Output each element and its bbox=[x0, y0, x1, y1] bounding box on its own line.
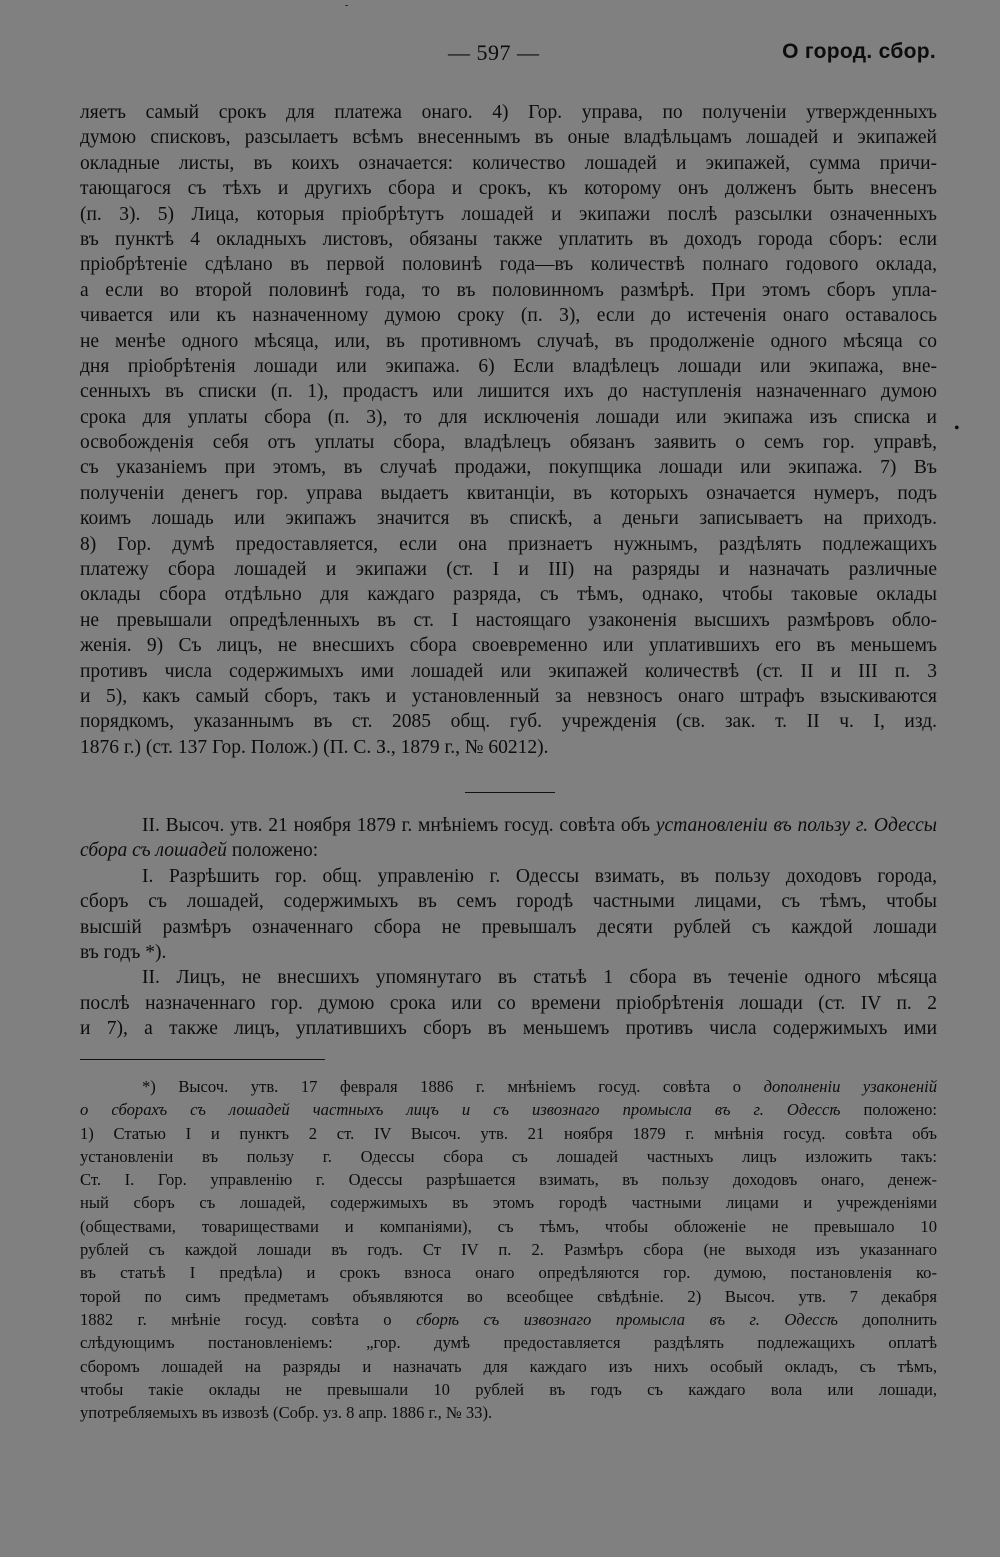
text-line: чивается или къ назначенному думою сроку (п. 3), если до истеченія онаго оставалось bbox=[80, 305, 937, 327]
section-heading bbox=[80, 813, 937, 864]
text-line: думою списковъ, разсылаетъ всѣмъ внесеннымъ въ оные владѣльцамъ лошадей и экипажей bbox=[80, 127, 937, 149]
text-line: 1876 г.) (ст. 137 Гор. Полож.) (П. С. З., 1879 г., № 60212). bbox=[80, 736, 549, 758]
page-number: — 597 — bbox=[448, 40, 540, 65]
text-line: не превышали опредѣленныхъ въ ст. I настоящаго узаконенія высшихъ размѣровъ обло- bbox=[80, 609, 937, 631]
footnote-line: рублей съ каждой лошади въ годъ. Ст IV п. 2. Размѣръ сбора (не выходя изъ указаннаго bbox=[80, 1240, 937, 1260]
footnote-line: въ статьѣ I предѣла) и срокъ взноса онаго опредѣляются гор. думою, постановленія ко- bbox=[80, 1263, 937, 1283]
text-line: не менѣе одного мѣсяца, или, въ противномъ случаѣ, въ продолженіе одного мѣсяца со bbox=[80, 330, 937, 352]
footnote-prefix: 1882 г. мнѣніе госуд. совѣта о bbox=[80, 1309, 417, 1329]
text-line: женія. 9) Съ лицъ, не внесшихъ сбора своевременно или уплатившихъ его въ меньшемъ bbox=[80, 635, 937, 657]
text-line: (п. 3). 5) Лица, которыя пріобрѣтутъ лошадей и экипажи послѣ разсылки означенныхъ bbox=[80, 203, 937, 225]
footnote-rule bbox=[80, 1059, 325, 1060]
text-line: тающагося съ тѣхъ и другихъ сбора и срокъ, къ которому онъ долженъ быть внесенъ bbox=[80, 178, 937, 200]
text-line: пріобрѣтеніе сдѣлано въ первой половинѣ года—въ количествѣ полнаго годового оклада, bbox=[80, 254, 937, 276]
footnote-line bbox=[80, 1098, 937, 1121]
text-line: оклады сбора отдѣльно для каждаго разряда, съ тѣмъ, однако, чтобы таковые оклады bbox=[80, 584, 937, 606]
footnote-line: Ст. I. Гор. управленію г. Одессы разрѣшается взимать, въ пользу доходовъ онаго, денеж- bbox=[80, 1170, 937, 1190]
footnote-line: (обществами, товариществами и компаніями), съ тѣмъ, чтобы обложеніе не превышало 10 bbox=[80, 1216, 937, 1236]
footnote-line: слѣдующимъ постановленіемъ: „гор. думѣ предоставляется раздѣлять подлежащихъ оплатѣ bbox=[80, 1333, 937, 1353]
footnote-line bbox=[80, 1308, 937, 1331]
text-line: освобожденія себя отъ уплаты сбора, владѣлецъ обязанъ заявить о семъ гор. управѣ, bbox=[80, 432, 937, 454]
text-line: и 5), какъ самый сборъ, такъ и установленный за невзносъ онаго штрафъ взыскиваются bbox=[80, 685, 937, 707]
footnote-prefix: *) Высоч. утв. 17 февраля 1886 г. мнѣніемъ госуд. совѣта о bbox=[142, 1077, 764, 1096]
text-line: окладные листы, въ коихъ означается: количество лошадей и экипажей, сумма причи- bbox=[80, 152, 937, 174]
text-line: въ пунктѣ 4 окладныхъ листовъ, обязаны также уплатить въ доходъ города сборъ: если bbox=[80, 228, 937, 250]
text-line: II. Лицъ, не внесшихъ упомянутаго въ статьѣ 1 сбора въ теченіе одного мѣсяца bbox=[142, 967, 937, 989]
text-line: полученіи денегъ гор. управа выдаетъ квитанціи, въ которыхъ означается нумеръ, подъ bbox=[80, 482, 937, 504]
scan-mark: - bbox=[345, 0, 349, 11]
footnote-italic: о сборахъ съ лошадей частныхъ лицъ и съ извознаго промысла въ г. Одессѣ bbox=[80, 1100, 841, 1120]
heading-suffix: положено: bbox=[226, 840, 319, 862]
text-line: 8) Гор. думѣ предоставляется, если она признаетъ нужнымъ, раздѣлять подлежащихъ bbox=[80, 533, 937, 555]
footnote-suffix: положено: bbox=[840, 1100, 938, 1120]
article-one bbox=[80, 864, 937, 966]
footnote-line: торой по симъ предметамъ объявляются во всеобщее свѣдѣніе. 2) Высоч. утв. 7 декабря bbox=[80, 1286, 937, 1306]
page-header bbox=[0, 40, 1000, 74]
text-line: I. Разрѣшить гор. общ. управленію г. Одессы взимать, въ пользу доходовъ города, bbox=[142, 865, 937, 887]
text-line: сенныхъ въ списки (п. 1), продастъ или лишится ихъ до наступленія назначеннаго думою bbox=[80, 381, 937, 403]
text-line: срока для уплаты сбора (п. 3), то для исключенія лошади или экипажа изъ списка и bbox=[80, 406, 937, 428]
footnote-line bbox=[80, 1075, 937, 1098]
footnote-line: сборомъ лошадей на разряды и назначать для каждаго изъ нихъ особый окладъ, съ тѣмъ, bbox=[80, 1356, 937, 1376]
footnote-italic: дополненіи узаконеній bbox=[763, 1077, 938, 1096]
text-line: и 7), а также лицъ, уплатившихъ сборъ въ меньшемъ противъ числа содержимыхъ ими bbox=[80, 1018, 937, 1040]
text-line: коимъ лошадь или экипажъ значится въ спискѣ, а деньги записываетъ на приходъ. bbox=[80, 508, 937, 530]
footnote-line: чтобы такіе оклады не превышали 10 рублей въ годъ съ каждаго вола или лошади, bbox=[80, 1379, 937, 1399]
footnote-line: употребляемыхъ въ извозѣ (Собр. уз. 8 апр. 1886 г., № 33). bbox=[80, 1403, 493, 1423]
text-line: а если во второй половинѣ года, то въ половинномъ размѣрѣ. При этомъ сборъ упла- bbox=[80, 279, 937, 301]
running-title: О город. сбор. bbox=[782, 40, 936, 63]
footnote bbox=[80, 1075, 937, 1424]
heading-prefix: II. Высоч. утв. 21 ноября 1879 г. мнѣніемъ госуд. совѣта объ bbox=[142, 815, 656, 836]
footnote-suffix: дополнить bbox=[837, 1309, 938, 1329]
text-line: сборъ съ лошадей, содержимыхъ въ семъ городѣ частными лицами, съ тѣмъ, чтобы bbox=[80, 891, 937, 913]
text-line: ляетъ самый срокъ для платежа онаго. 4) Гор. управа, по полученіи утвержденныхъ bbox=[80, 102, 937, 123]
footnote-line: ный сборъ съ лошадей, содержимыхъ въ этомъ городѣ частными лицами и учрежденіями bbox=[80, 1193, 937, 1213]
footnote-line: установленіи въ пользу г. Одессы сбора съ лошадей частныхъ лицъ изложить такъ: bbox=[80, 1146, 937, 1166]
text-line: въ годъ *). bbox=[80, 941, 167, 963]
text-line: съ указаніемъ при этомъ, въ случаѣ продажи, покупщика лошади или экипажа. 7) Въ bbox=[80, 457, 937, 479]
text-line: высшій размѣръ означеннаго сбора не превышалъ десяти рублей съ каждой лошади bbox=[80, 916, 937, 938]
section-divider bbox=[465, 792, 555, 793]
text-line: платежу сбора лошадей и экипажи (ст. I и III) на разряды и назначать различные bbox=[80, 559, 937, 581]
footnote-line: 1) Статью I и пунктъ 2 ст. IV Высоч. утв. 21 ноября 1879 г. мнѣнія госуд. совѣта объ bbox=[80, 1123, 937, 1143]
text-line: послѣ назначеннаго гор. думою срока или со времени пріобрѣтенія лошади (ст. IV п. 2 bbox=[80, 992, 937, 1014]
section-two bbox=[80, 813, 937, 1042]
footnote-italic: сборѣ съ извознаго промысла въ г. Одессѣ bbox=[416, 1309, 838, 1329]
main-text-block bbox=[80, 100, 937, 760]
article-two bbox=[80, 965, 937, 1041]
text-line: дня пріобрѣтенія лошади или экипажа. 6) Если владѣлецъ лошади или экипажа, вне- bbox=[80, 355, 937, 377]
margin-mark: • bbox=[954, 420, 960, 437]
text-line: противъ числа содержимыхъ ими лошадей или экипажей количествѣ (ст. II и III п. 3 bbox=[80, 660, 937, 682]
heading-italic: установленіи въ пользу г. Одессы сбора съ лошадей bbox=[80, 815, 937, 862]
text-line: порядкомъ, указаннымъ въ ст. 2085 общ. губ. учрежденія (св. зак. т. II ч. I, изд. bbox=[80, 711, 937, 733]
